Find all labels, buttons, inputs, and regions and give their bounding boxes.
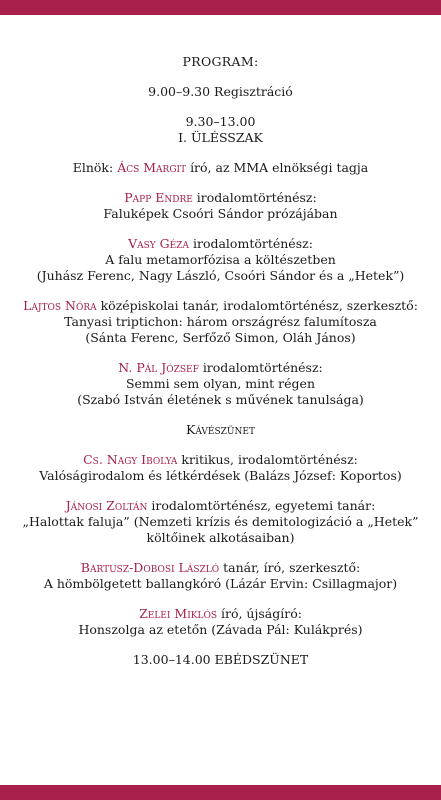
speaker-name: Papp Endre <box>124 190 193 205</box>
program-heading-block <box>0 54 441 70</box>
speaker-name: Vasy Géza <box>128 236 189 251</box>
talk-5 <box>0 452 441 484</box>
speaker-role: irodalomtörténész, egyetemi tanár: <box>151 498 376 513</box>
talk-6-speaker-line <box>0 498 441 514</box>
chair-label: Elnök: <box>72 160 114 175</box>
talk-1-speaker-line <box>0 190 441 206</box>
talk-2 <box>0 236 441 284</box>
talk-3 <box>0 298 441 346</box>
coffee-break-block <box>0 422 441 438</box>
registration-block <box>0 84 441 100</box>
talk-7 <box>0 560 441 592</box>
talk-title: Faluképek Csoóri Sándor prózájában <box>103 206 338 221</box>
talk-6 <box>0 498 441 546</box>
talk-title: A hömbölgetett ballangkóró (Lázár Ervin: Csillagmajor) <box>43 576 398 591</box>
coffee-break-label: Kávészünet <box>186 422 255 437</box>
chair-line <box>0 160 441 176</box>
lunch-block <box>0 652 441 668</box>
speaker-role: irodalomtörténész: <box>196 190 317 205</box>
speaker-role: író, újságíró: <box>220 606 302 621</box>
session-title: I. ÜLÉSSZAK <box>178 130 263 145</box>
talk-4-speaker-line <box>0 360 441 376</box>
talk-4 <box>0 360 441 408</box>
speaker-role: kritikus, irodalomtörténész: <box>181 452 358 467</box>
bottom-color-band <box>0 785 441 800</box>
talk-title: Semmi sem olyan, mint régen <box>125 376 316 391</box>
talk-title: Valóságirodalom és létkérdések (Balázs József: Koportos) <box>39 468 402 483</box>
chair-role: író, az MMA elnökségi tagja <box>190 160 369 175</box>
speaker-name: Zelei Miklós <box>139 606 217 621</box>
chair-block <box>0 160 441 176</box>
speaker-role: középiskolai tanár, irodalomtörténész, szerkesztő: <box>100 298 418 313</box>
program-title: PROGRAM: <box>182 54 259 69</box>
speaker-name: Jánosi Zoltán <box>65 498 148 513</box>
talk-subtitle: költőinek alkotásaiban) <box>146 530 295 545</box>
speaker-name: Cs. Nagy Ibolya <box>83 452 178 467</box>
talk-3-speaker-line <box>0 298 441 314</box>
talk-subtitle: (Juhász Ferenc, Nagy László, Csoóri Sándor és a „Hetek”) <box>36 268 405 283</box>
lunch-break: 13.00–14.00 EBÉDSZÜNET <box>132 652 309 667</box>
talk-subtitle: (Sánta Ferenc, Serfőző Simon, Oláh János) <box>85 330 356 345</box>
talk-5-speaker-line <box>0 452 441 468</box>
registration-line: 9.00–9.30 Regisztráció <box>148 84 293 99</box>
speaker-role: irodalomtörténész: <box>192 236 313 251</box>
speaker-name: Lajtos Nóra <box>23 298 97 313</box>
talk-subtitle: (Szabó István életének s művének tanulsága) <box>77 392 364 407</box>
speaker-role: tanár, író, szerkesztő: <box>223 560 361 575</box>
talk-title: Honszolga az etetőn (Závada Pál: Kulákprés) <box>78 622 363 637</box>
speaker-name: Bartusz-Dobosi László <box>80 560 220 575</box>
top-color-band <box>0 0 441 15</box>
speaker-name: N. Pál József <box>118 360 199 375</box>
session-block <box>0 114 441 146</box>
talk-8-speaker-line <box>0 606 441 622</box>
talk-1 <box>0 190 441 222</box>
session-time: 9.30–13.00 <box>185 114 256 129</box>
talk-2-speaker-line <box>0 236 441 252</box>
talk-title: „Halottak faluja” (Nemzeti krízis és demitologizáció a „Hetek” <box>22 514 419 529</box>
chair-name: Ács Margit <box>117 160 187 175</box>
speaker-role: irodalomtörténész: <box>202 360 323 375</box>
talk-title: A falu metamorfózisa a költészetben <box>105 252 336 267</box>
talk-7-speaker-line <box>0 560 441 576</box>
program-content <box>0 54 441 682</box>
talk-title: Tanyasi triptichon: három országrész falumítosza <box>64 314 377 329</box>
talk-8 <box>0 606 441 638</box>
